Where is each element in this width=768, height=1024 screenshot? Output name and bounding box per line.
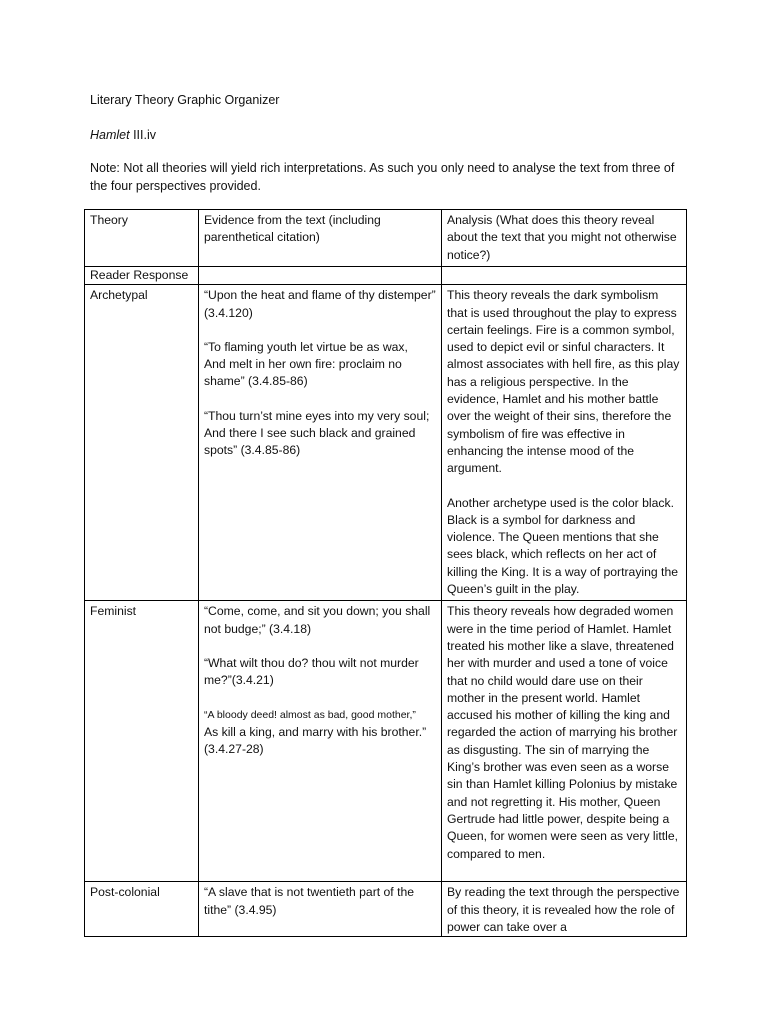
table-row xyxy=(85,267,687,285)
theory-cell: Reader Response xyxy=(85,267,199,285)
table-row xyxy=(85,601,687,882)
evidence-quote: “What wilt thou do? thou wilt not murder me?”(3.4.21) xyxy=(204,655,419,688)
evidence-quote-tail: As kill a king, and marry with his brother.” (3.4.27-28) xyxy=(204,724,427,757)
analysis-paragraph: This theory reveals the dark symbolism that is used throughout the play to express certain feelings. Fire is a common symbol, used to depict evil or sinful characters. It almost associates with hell fire, as this play has a religious perspective. In the evidence, Hamlet and his mother battle over the weight of their sins, therefore the symbolism of fire was effective in enhancing the intense mood of the argument. xyxy=(447,288,680,476)
evidence-quote: “Thou turn’st mine eyes into my very soul; And there I see such black and grained spots” (3.4.85-86) xyxy=(204,408,430,458)
analysis-cell xyxy=(442,601,687,882)
analysis-cell xyxy=(442,882,687,937)
work-title: Hamlet xyxy=(90,128,130,142)
evidence-quote: “A slave that is not twentieth part of the tithe” (3.4.95) xyxy=(204,885,415,917)
evidence-quote xyxy=(204,707,436,759)
theory-cell: Post-colonial xyxy=(85,882,199,937)
page-title: Literary Theory Graphic Organizer xyxy=(90,93,280,107)
evidence-quote-small: “A bloody deed! almost as bad, good mother,” xyxy=(204,708,416,721)
table-row xyxy=(85,882,687,937)
theory-cell: Feminist xyxy=(85,601,199,882)
organizer-table xyxy=(84,209,687,937)
evidence-cell xyxy=(199,601,442,882)
act-scene: III.iv xyxy=(133,128,156,142)
instructions-note: Note: Not all theories will yield rich interpretations. As such you only need to analyse the text from three of the four perspectives provided. xyxy=(90,161,675,193)
evidence-quote: “Come, come, and sit you down; you shall not budge;” (3.4.18) xyxy=(204,604,431,636)
analysis-paragraph: By reading the text through the perspective of this theory, it is revealed how the role of power can take over a xyxy=(447,885,680,934)
evidence-cell xyxy=(199,267,442,285)
header-analysis: Analysis (What does this theory reveal about the text that you might not otherwise notice?) xyxy=(442,210,687,267)
table-row xyxy=(85,285,687,601)
page-subtitle xyxy=(90,128,156,142)
evidence-cell xyxy=(199,882,442,937)
header-theory: Theory xyxy=(85,210,199,267)
analysis-paragraph: Another archetype used is the color black. Black is a symbol for darkness and violence. The Queen mentions that she sees black, which reflects on her act of killing the King. It is a way of portraying the Queen’s guilt in the play. xyxy=(447,495,679,597)
analysis-cell xyxy=(442,285,687,601)
evidence-quote: “Upon the heat and flame of thy distemper” (3.4.120) xyxy=(204,288,436,320)
analysis-paragraph: This theory reveals how degraded women were in the time period of Hamlet. Hamlet treated his mother like a slave, threatened her with murder and used a tone of voice that no child would dare use on their mother in the present world. Hamlet accused his mother of killing the king and regarded the action of marrying his brother as disgusting. The sin of marrying the King’s brother was even seen as a worse sin than Hamlet killing Polonius by mistake and not regretting it. His mother, Queen Gertrude had little power, despite being a Queen, for women were seen as very little, compared to men. xyxy=(447,604,678,861)
theory-cell: Archetypal xyxy=(85,285,199,601)
header-evidence: Evidence from the text (including parenthetical citation) xyxy=(199,210,442,267)
evidence-quote: “To flaming youth let virtue be as wax, And melt in her own fire: proclaim no shame” (3.4.85-86) xyxy=(204,339,408,389)
table-header-row xyxy=(85,210,687,267)
analysis-cell xyxy=(442,267,687,285)
evidence-cell xyxy=(199,285,442,601)
